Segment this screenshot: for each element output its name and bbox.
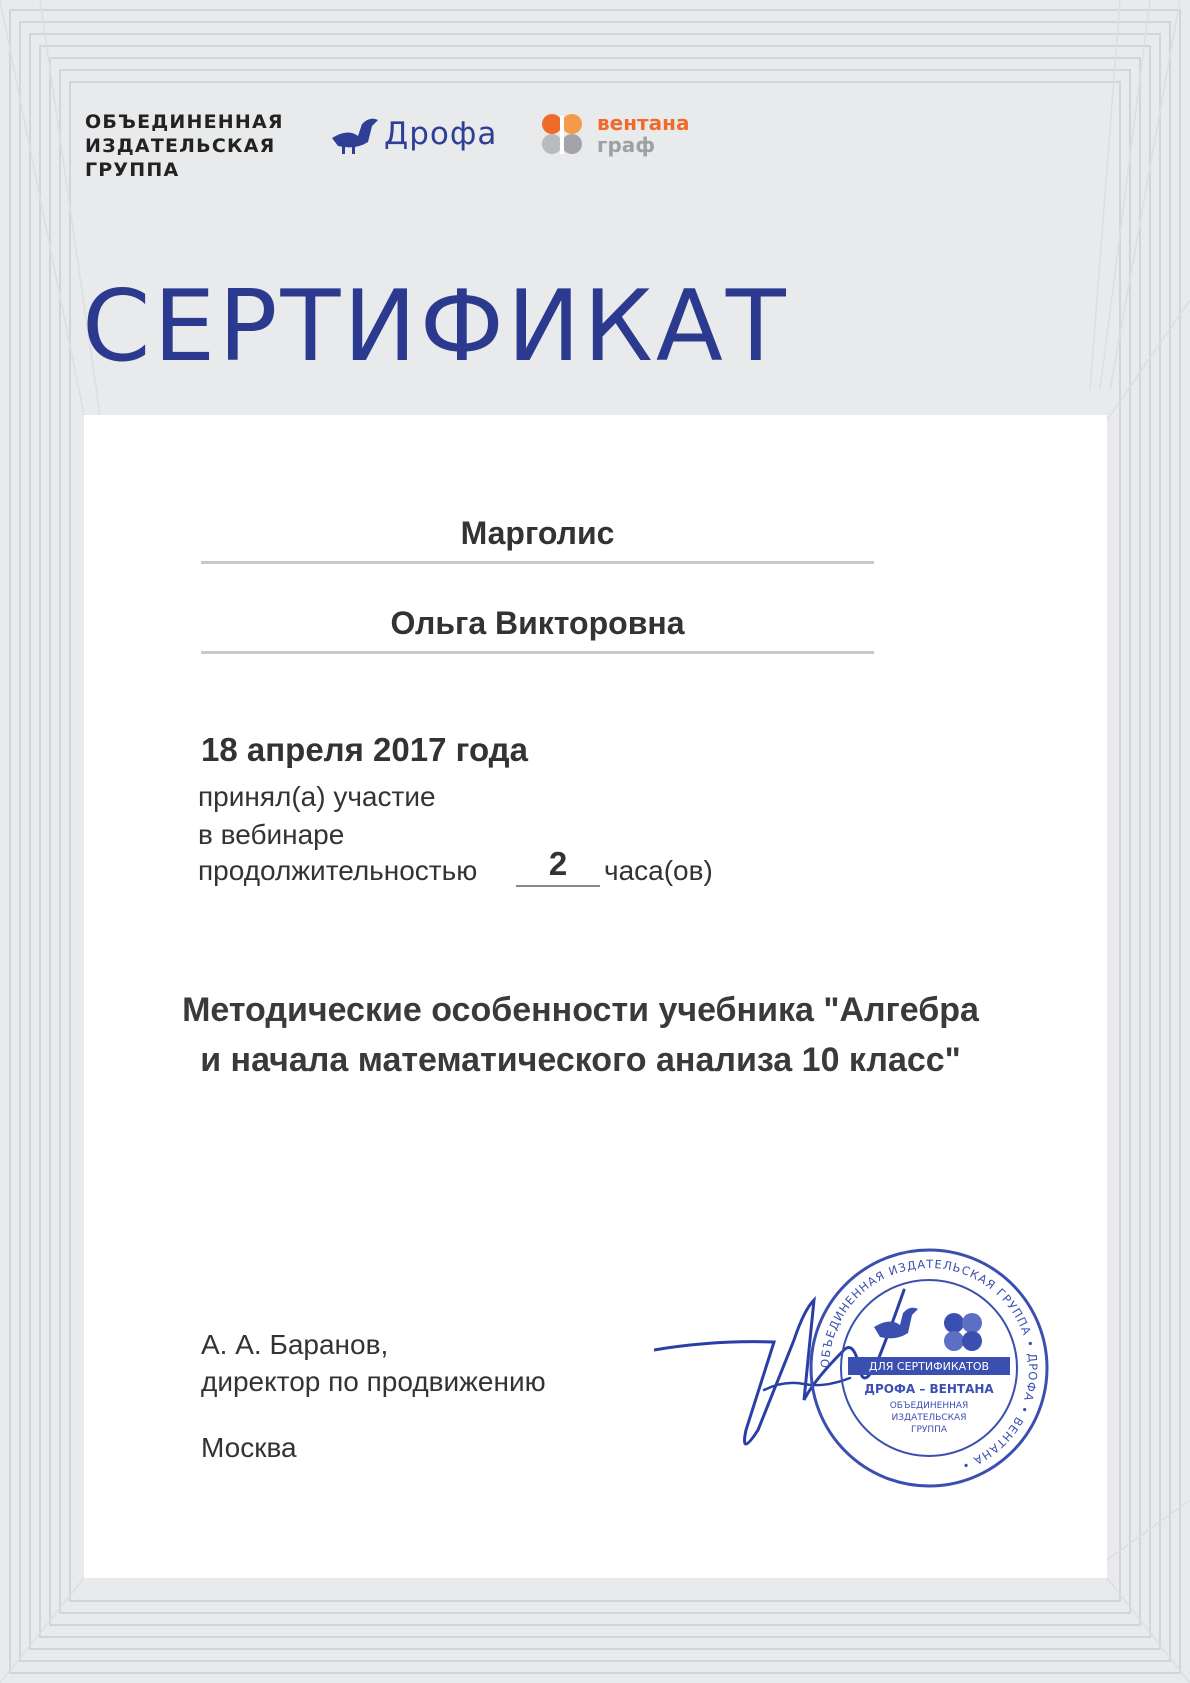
certificate-title: СЕРТИФИКАТ bbox=[82, 270, 789, 384]
surname-underline bbox=[201, 561, 874, 564]
duration-hours: 2 bbox=[548, 845, 568, 882]
duration-unit: часа(ов) bbox=[604, 855, 713, 886]
stamp-ring-text: ОБЪЕДИНЕННАЯ ИЗДАТЕЛЬСКАЯ ГРУППА • ДРОФА • ВЕНТАНА • bbox=[817, 1256, 1041, 1474]
signer-name: А. А. Баранов, bbox=[201, 1329, 389, 1360]
webinar-title-line-1: Методические особенности учебника "Алгебра bbox=[182, 991, 979, 1029]
webinar-title bbox=[144, 985, 1017, 1085]
participation-text: принял(а) участие bbox=[198, 781, 436, 812]
drofa-logo-text: Дрофа bbox=[384, 116, 498, 152]
group-name-line-1: ОБЪЕДИНЕННАЯ bbox=[85, 111, 284, 133]
stamp-center-line-3: ИЗДАТЕЛЬСКАЯ bbox=[891, 1413, 967, 1423]
duration-underline bbox=[516, 885, 600, 887]
event-date: 18 апреля 2017 года bbox=[201, 731, 528, 768]
recipient-given-names: Ольга Викторовна bbox=[390, 605, 685, 641]
signer-position: директор по продвижению bbox=[201, 1366, 546, 1397]
certificate-panel bbox=[84, 415, 1107, 1578]
duration-hours-box bbox=[516, 847, 600, 881]
duration-label: продолжительностью bbox=[198, 855, 478, 886]
ventana-butterfly-logo-icon bbox=[538, 110, 588, 160]
group-name-line-2: ИЗДАТЕЛЬСКАЯ bbox=[85, 135, 276, 157]
signer-city: Москва bbox=[201, 1432, 297, 1463]
stamp-center-line-2: ОБЪЕДИНЕННАЯ bbox=[889, 1401, 969, 1411]
graf-logo-text: граф bbox=[597, 133, 656, 157]
event-type-text: в вебинаре bbox=[198, 819, 345, 850]
recipient-surname: Марголис bbox=[460, 515, 615, 551]
stamp-center-line-4: ГРУППА bbox=[910, 1425, 948, 1435]
stamp-center-line-1: ДРОФА – ВЕНТАНА bbox=[864, 1382, 994, 1396]
ventana-logo-text: вентана bbox=[597, 111, 690, 135]
webinar-title-line-2: и начала математического анализа 10 класс" bbox=[200, 1041, 961, 1079]
given-names-underline bbox=[201, 651, 874, 654]
stamp-band-text: ДЛЯ СЕРТИФИКАТОВ bbox=[868, 1360, 990, 1373]
publishing-group-name bbox=[85, 110, 284, 182]
publisher-stamp bbox=[804, 1243, 1054, 1493]
group-name-line-3: ГРУППА bbox=[85, 159, 180, 181]
